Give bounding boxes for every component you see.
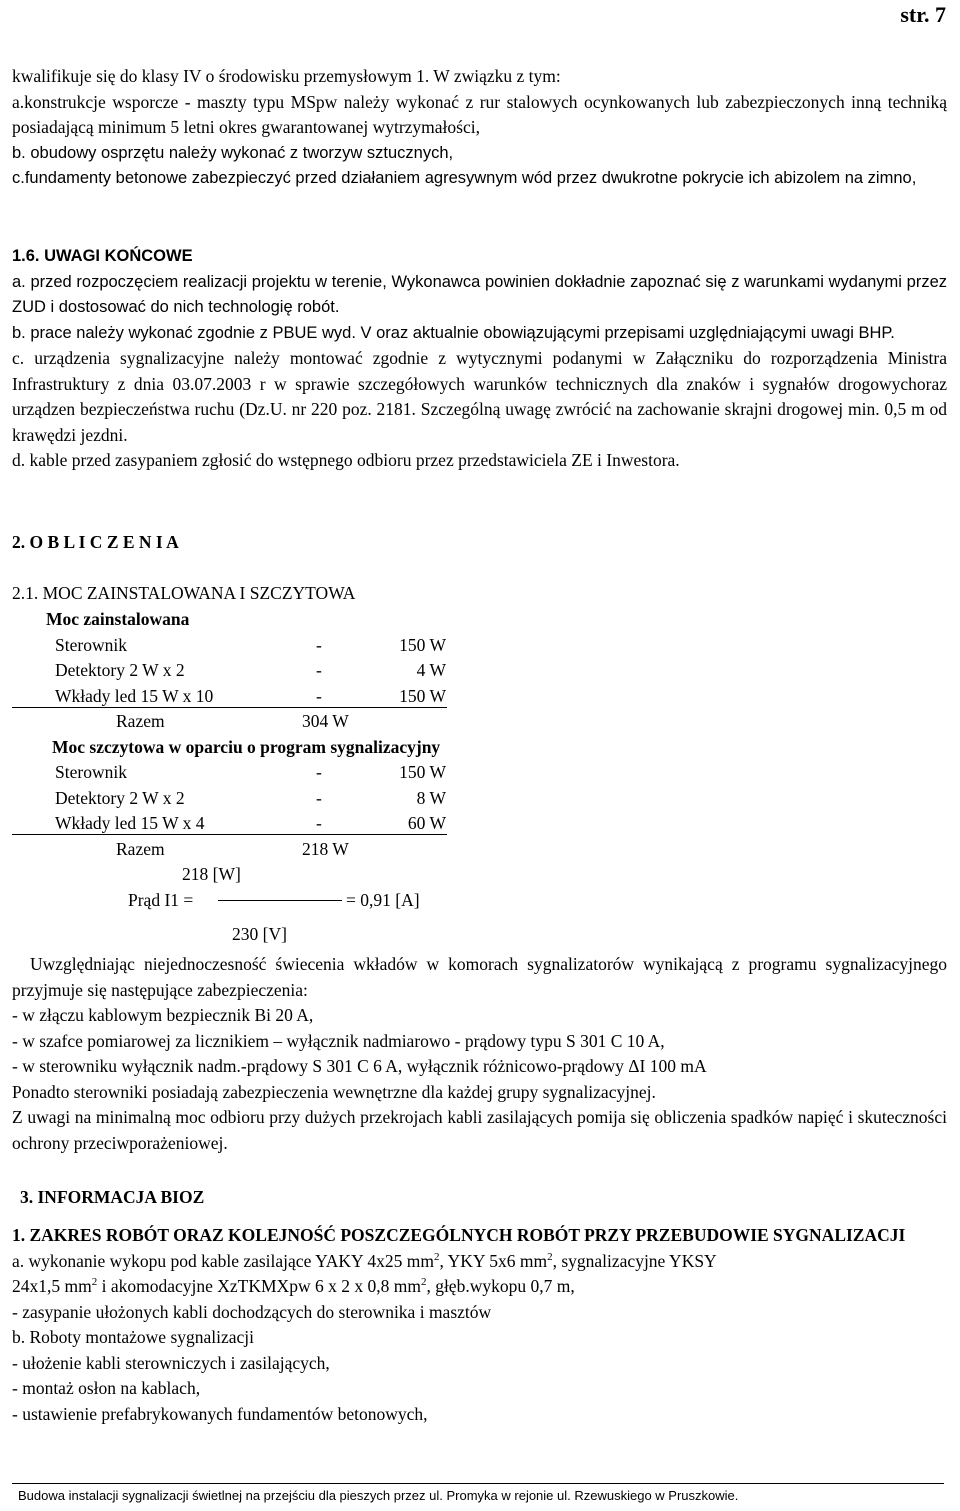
section-environment <box>12 64 947 192</box>
bioz-section <box>12 1223 947 1427</box>
env-item-b: b. obudowy osprzętu należy wykonać z tworzyw sztucznych, <box>12 143 454 162</box>
page-number: str. 7 <box>900 2 946 27</box>
obliczenia-heading: 2. O B L I C Z E N I A <box>12 532 179 552</box>
current-formula-numerator: 218 [W] <box>182 864 241 884</box>
bioz-heading: 3. INFORMACJA BIOZ <box>20 1187 205 1207</box>
installed-total: Razem 304 W <box>116 711 349 731</box>
current-label: Prąd I1 = <box>128 889 194 910</box>
uwagi-heading: 1.6. UWAGI KOŃCOWE <box>12 247 193 265</box>
current-formula-denominator: 230 [V] <box>232 923 287 944</box>
section-uwagi <box>12 244 947 474</box>
peak-total: Razem 218 W <box>116 838 349 859</box>
protection-para: Uwzględniając niejednoczesność świecenia wkładów w komorach sygnalizatorów wynikającą z programu sygnalizacyjnego przyjmuje się następujące zabezpieczenia: <box>12 954 947 1000</box>
bioz-item: - zasypanie ułożonych kabli dochodzących do sterownika i masztów <box>12 1301 492 1322</box>
obliczenia-subheading: 2.1. MOC ZAINSTALOWANA I SZCZYTOWA <box>12 583 356 603</box>
uwagi-item-b: b. prace należy wykonać zgodnie z PBUE wyd. V oraz aktualnie obowiązującymi przepisami uzględniającymi uwagi BHP. <box>12 323 895 342</box>
bioz-item: - ustawienie prefabrykowanych fundamentów betonowych, <box>12 1403 428 1424</box>
current-formula: Prąd I1 = = 0,91 [A] <box>12 888 512 922</box>
protection-item: - w szafce pomiarowej za licznikiem – wyłącznik nadmiarowo - prądowy typu S 301 C 10 A, <box>12 1030 665 1051</box>
uwagi-item-a: a. przed rozpoczęciem realizacji projektu w terenie, Wykonawca powinien dokładnie zapoznać się z warunkami wydanymi przez ZUD i dostosować do nich technologię robót. <box>12 272 947 316</box>
bioz-item: b. Roboty montażowe sygnalizacji <box>12 1327 255 1347</box>
bioz-item: - ułożenie kabli sterowniczych i zasilających, <box>12 1352 330 1373</box>
peak-row: Wkłady led 15 W x 4 - 60 W <box>12 811 512 837</box>
installed-row: Detektory 2 W x 2 - 4 W <box>55 660 446 680</box>
uwagi-item-c: c. urządzenia sygnalizacyjne należy montować zgodnie z wytycznymi podanymi w Załączniku do rozporządzenia Ministra Infrastruktury z dnia 03.07.2003 r w sprawie szczegółowych warunków technicznych dla znaków i sygnałów drogowychoraz urządzen bezpieczeństwa ruchu (Dz.U. nr 220 poz. 2181. Szczególną uwagę zwrócić na zachowanie skrajni drogowej min. 0,5 m od krawędzi jezdni. <box>12 348 947 445</box>
bioz-item: - montaż osłon na kablach, <box>12 1378 201 1398</box>
bioz-subheading: 1. ZAKRES ROBÓT ORAZ KOLEJNOŚĆ POSZCZEGÓLNYCH ROBÓT PRZY PRZEBUDOWIE SYGNALIZACJI <box>12 1225 906 1245</box>
power-calc <box>12 607 512 947</box>
installed-title: Moc zainstalowana <box>46 609 190 629</box>
fraction-line <box>218 900 342 901</box>
protection-note: Ponadto sterowniki posiadają zabezpieczenia wewnętrzne dla każdej grupy sygnalizacyjnej. <box>12 1081 656 1102</box>
page-footer: Budowa instalacji sygnalizacji świetlnej na przejściu dla pieszych przez ul. Promyka w rejonie ul. Rzewuskiego w Pruszkowie. <box>12 1483 944 1507</box>
protection-item: - w sterowniku wyłącznik nadm.-prądowy S 301 C 6 A, wyłącznik różnicowo-prądowy ΔI 100 mA <box>12 1056 707 1076</box>
bioz-item-a-line2: 24x1,5 $mm^2$ i akomodacyjne XzTKMXpw 6 x 2 x 0,8 $mm^2$, głęb.wykopu 0,7 m, <box>12 1276 575 1296</box>
bioz-item-a-line1: a. wykonanie wykopu pod kable zasilające YAKY 4x25 $mm^2$, YKY 5x6 $mm^2$, sygnalizacyjne YKSY <box>12 1250 717 1271</box>
peak-title: Moc szczytowa w oparciu o program sygnalizacyjny <box>52 736 441 757</box>
protection-item: - w złączu kablowym bezpiecznik Bi 20 A, <box>12 1005 314 1025</box>
protection-section <box>12 952 947 1156</box>
peak-row: Detektory 2 W x 2 - 8 W <box>55 787 446 808</box>
uwagi-item-d: d. kable przed zasypaniem zgłosić do wstępnego odbioru przez przedstawiciela ZE i Inwestora. <box>12 450 680 470</box>
voltage-drop-note: Z uwagi na minimalną moc odbioru przy dużych przekrojach kabli zasilających pomija się obliczenia spadków napięć i skuteczności ochrony przeciwporażeniowej. <box>12 1107 947 1153</box>
env-item-c: c.fundamenty betonowe zabezpieczyć przed działaniem agresywnym wód przez dwukrotne pokrycie ich abizolem na zimno, <box>12 169 917 187</box>
env-intro: kwalifikuje się do klasy IV o środowisku przemysłowym 1. W związku z tym: <box>12 66 561 86</box>
installed-row: Sterownik - 150 W <box>55 634 446 655</box>
peak-row: Sterownik - 150 W <box>55 762 446 782</box>
env-item-a: a.konstrukcje wsporcze - maszty typu MSpw należy wykonać z rur stalowych ocynkowanych lub zabezpieczonych inną techniką posiadającą minimum 5 letni okres gwarantowanej wytrzymałości, <box>12 91 947 137</box>
installed-row: Wkłady led 15 W x 10 - 150 W <box>12 684 512 710</box>
